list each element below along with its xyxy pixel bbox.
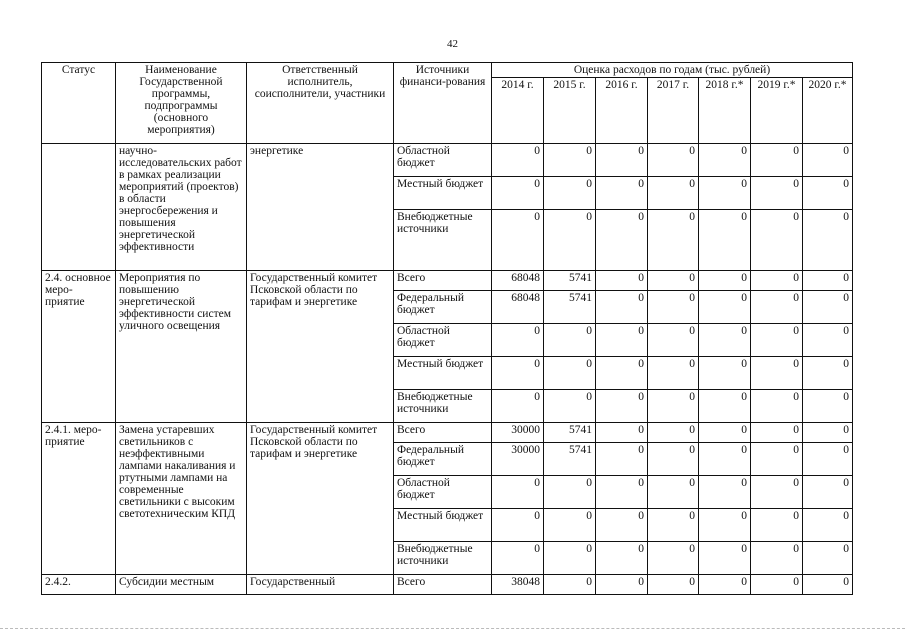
source-cell: Внебюджетные источники [394,210,492,271]
status-cell: 2.4. основное меро-приятие [42,271,116,423]
header-year: 2016 г. [596,78,648,144]
value-cell: 0 [751,210,803,271]
value-cell: 0 [544,210,596,271]
responsible-cell: Государственный [247,575,394,595]
responsible-cell: энергетике [247,144,394,271]
name-cell: Субсидии местным [116,575,247,595]
source-cell: Областной бюджет [394,144,492,177]
value-cell: 0 [699,423,751,443]
value-cell: 0 [492,542,544,575]
value-cell: 0 [492,210,544,271]
header-year: 2015 г. [544,78,596,144]
name-cell: научно-исследовательских работ в рамках реализации мероприятий (проектов) в области энергосбережения и повышения энергетической эффективности [116,144,247,271]
table-row [42,423,853,443]
value-cell: 0 [803,509,853,542]
value-cell: 5741 [544,271,596,291]
scan-edge-line [0,628,905,629]
header-estimate: Оценка расходов по годам (тыс. рублей) [492,63,853,78]
value-cell: 0 [751,509,803,542]
value-cell: 0 [751,291,803,324]
header-name: Наименование Государственной программы, подпрограммы (основного мероприятия) [116,63,247,144]
source-cell: Областной бюджет [394,476,492,509]
value-cell: 0 [699,324,751,357]
source-cell: Местный бюджет [394,177,492,210]
value-cell: 0 [803,423,853,443]
source-cell: Всего [394,271,492,291]
value-cell: 0 [751,423,803,443]
header-status: Статус [42,63,116,144]
value-cell: 0 [648,324,699,357]
value-cell: 0 [492,144,544,177]
value-cell: 0 [544,476,596,509]
value-cell: 0 [751,575,803,595]
table-row [42,575,853,595]
value-cell: 0 [544,542,596,575]
value-cell: 0 [492,390,544,423]
value-cell: 5741 [544,291,596,324]
source-cell: Внебюджетные источники [394,390,492,423]
value-cell: 68048 [492,291,544,324]
value-cell: 0 [492,476,544,509]
value-cell: 0 [648,423,699,443]
value-cell: 0 [803,144,853,177]
source-cell: Местный бюджет [394,357,492,390]
value-cell: 0 [596,390,648,423]
value-cell: 0 [544,390,596,423]
value-cell: 0 [492,177,544,210]
value-cell: 0 [803,476,853,509]
value-cell: 0 [544,509,596,542]
status-cell [42,144,116,271]
source-cell: Всего [394,575,492,595]
value-cell: 0 [803,210,853,271]
value-cell: 0 [648,271,699,291]
name-cell: Замена устаревших светильников с неэффективными лампами накаливания и ртутными лампами на современные светильники с высоким светотехническим КПД [116,423,247,575]
value-cell: 38048 [492,575,544,595]
value-cell: 0 [751,324,803,357]
value-cell: 30000 [492,443,544,476]
value-cell: 0 [803,324,853,357]
value-cell: 0 [803,575,853,595]
value-cell: 0 [596,509,648,542]
responsible-cell: Государственный комитет Псковской области по тарифам и энергетике [247,271,394,423]
value-cell: 0 [699,542,751,575]
value-cell: 0 [648,144,699,177]
value-cell: 0 [699,509,751,542]
header-year: 2019 г.* [751,78,803,144]
value-cell: 0 [648,210,699,271]
value-cell: 0 [699,210,751,271]
value-cell: 0 [648,476,699,509]
value-cell: 0 [492,509,544,542]
value-cell: 0 [699,144,751,177]
value-cell: 0 [596,144,648,177]
source-cell: Местный бюджет [394,509,492,542]
value-cell: 0 [596,443,648,476]
value-cell: 0 [803,291,853,324]
name-cell: Мероприятия по повышению энергетической эффективности систем уличного освещения [116,271,247,423]
value-cell: 0 [648,390,699,423]
value-cell: 0 [648,443,699,476]
value-cell: 0 [751,271,803,291]
value-cell: 0 [699,390,751,423]
value-cell: 0 [803,542,853,575]
page-number: 42 [447,38,458,50]
value-cell: 0 [596,177,648,210]
value-cell: 0 [699,575,751,595]
header-year: 2017 г. [648,78,699,144]
header-year: 2018 г.* [699,78,751,144]
value-cell: 0 [596,575,648,595]
value-cell: 0 [803,390,853,423]
value-cell: 5741 [544,423,596,443]
value-cell: 0 [544,144,596,177]
value-cell: 0 [544,575,596,595]
header-sources: Источники финанси-рования [394,63,492,144]
value-cell: 0 [699,476,751,509]
value-cell: 0 [596,210,648,271]
value-cell: 0 [803,357,853,390]
value-cell: 0 [544,357,596,390]
source-cell: Всего [394,423,492,443]
value-cell: 0 [803,271,853,291]
value-cell: 0 [596,271,648,291]
value-cell: 0 [803,177,853,210]
value-cell: 0 [596,357,648,390]
value-cell: 0 [751,357,803,390]
responsible-cell: Государственный комитет Псковской области по тарифам и энергетике [247,423,394,575]
value-cell: 0 [596,324,648,357]
value-cell: 0 [648,575,699,595]
value-cell: 0 [699,177,751,210]
value-cell: 0 [492,357,544,390]
value-cell: 68048 [492,271,544,291]
table-header [42,63,853,144]
source-cell: Федеральный бюджет [394,291,492,324]
value-cell: 0 [699,443,751,476]
source-cell: Федеральный бюджет [394,443,492,476]
value-cell: 0 [596,423,648,443]
value-cell: 0 [492,324,544,357]
value-cell: 0 [699,271,751,291]
source-cell: Областной бюджет [394,324,492,357]
value-cell: 0 [648,509,699,542]
value-cell: 0 [751,177,803,210]
value-cell: 0 [751,390,803,423]
source-cell: Внебюджетные источники [394,542,492,575]
value-cell: 30000 [492,423,544,443]
table-row [42,144,853,177]
value-cell: 0 [596,291,648,324]
value-cell: 0 [648,291,699,324]
value-cell: 0 [751,443,803,476]
value-cell: 0 [699,291,751,324]
table-row [42,271,853,291]
value-cell: 0 [803,443,853,476]
status-cell: 2.4.2. [42,575,116,595]
value-cell: 0 [648,177,699,210]
header-responsible: Ответственный исполнитель, соисполнители, участники [247,63,394,144]
value-cell: 0 [751,542,803,575]
value-cell: 0 [596,542,648,575]
value-cell: 0 [648,542,699,575]
value-cell: 0 [751,476,803,509]
value-cell: 0 [596,476,648,509]
value-cell: 0 [648,357,699,390]
header-year: 2014 г. [492,78,544,144]
status-cell: 2.4.1. меро-приятие [42,423,116,575]
value-cell: 0 [544,324,596,357]
value-cell: 5741 [544,443,596,476]
table-body [42,144,853,595]
header-year: 2020 г.* [803,78,853,144]
value-cell: 0 [544,177,596,210]
expenditure-table [41,62,853,595]
value-cell: 0 [699,357,751,390]
value-cell: 0 [751,144,803,177]
